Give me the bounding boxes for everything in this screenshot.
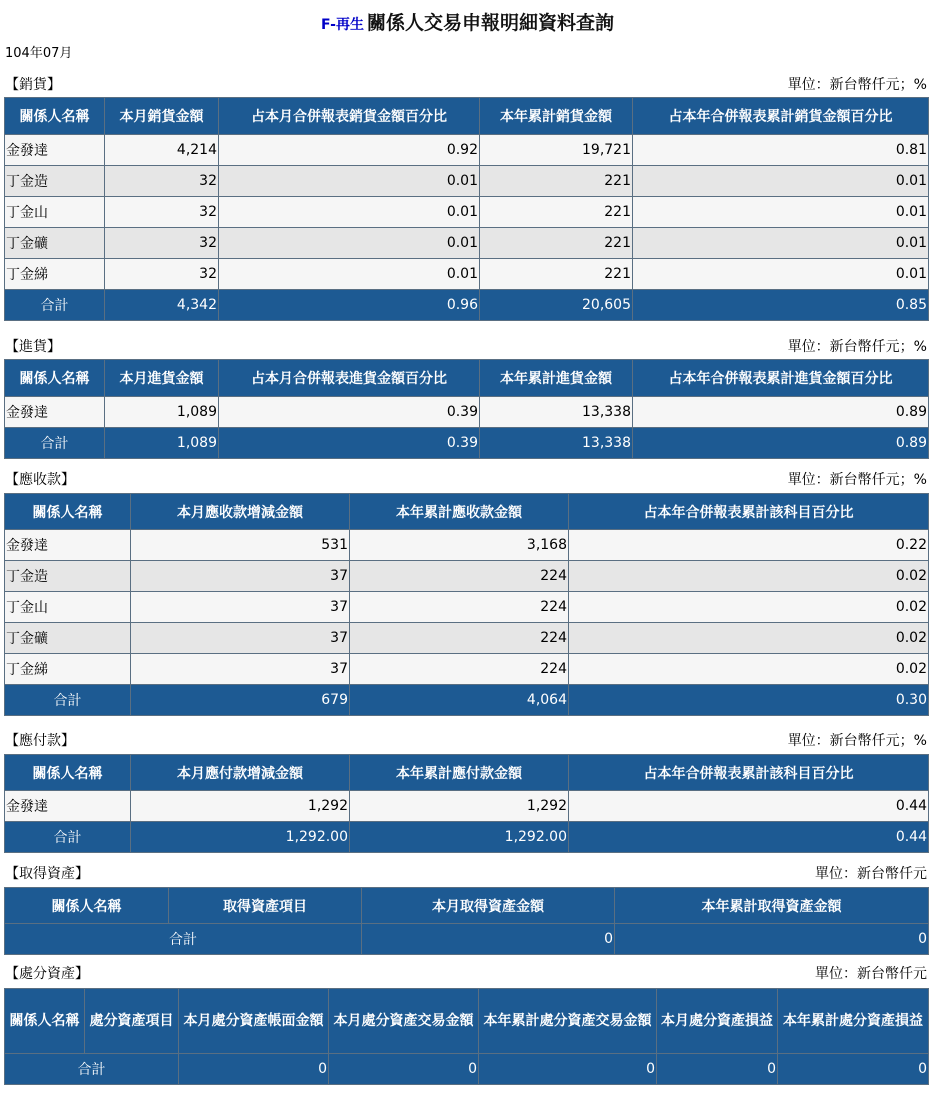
column-header: 關係人名稱 — [5, 494, 131, 530]
table-cell: 0.39 — [219, 397, 480, 428]
party-name: 丁金造 — [5, 166, 105, 197]
table-cell: 0 — [657, 1054, 778, 1085]
table-cell: 0.92 — [219, 135, 480, 166]
table-cell: 224 — [350, 561, 569, 592]
table-row — [5, 561, 929, 592]
table-cell: 0.39 — [219, 428, 480, 459]
purchases-section — [0, 334, 935, 452]
table-row — [5, 791, 929, 822]
column-header: 本年累計處分資產交易金額 — [479, 989, 657, 1054]
table-cell: 0.02 — [569, 623, 929, 654]
table-cell: 0.01 — [219, 228, 480, 259]
section-title: 【應收款】 — [5, 472, 75, 488]
table-cell: 0.01 — [633, 197, 929, 228]
table-row — [5, 197, 929, 228]
table-cell: 0.44 — [569, 822, 929, 853]
table-cell: 224 — [350, 654, 569, 685]
column-header: 本月應收款增減金額 — [131, 494, 350, 530]
column-header: 取得資產項目 — [169, 888, 362, 924]
table-cell: 1,292 — [131, 791, 350, 822]
page-title — [0, 8, 935, 35]
table-cell: 1,089 — [105, 397, 219, 428]
table-cell: 0.89 — [633, 397, 929, 428]
total-row — [5, 822, 929, 853]
table-row — [5, 228, 929, 259]
unit-label: 單位：新台幣仟元；% — [787, 472, 927, 488]
total-row — [5, 685, 929, 716]
column-header: 本年累計進貨金額 — [480, 360, 633, 397]
table-row — [5, 623, 929, 654]
total-row — [5, 428, 929, 459]
payables-section — [0, 728, 935, 846]
table-cell: 0 — [615, 924, 929, 955]
table-cell: 531 — [131, 530, 350, 561]
total-label: 合計 — [5, 428, 105, 459]
party-name: 丁金造 — [5, 561, 131, 592]
table-cell: 13,338 — [480, 397, 633, 428]
table-row — [5, 654, 929, 685]
table-cell: 4,214 — [105, 135, 219, 166]
table-cell: 32 — [105, 259, 219, 290]
column-header: 本月處分資產損益 — [657, 989, 778, 1054]
section-title: 【取得資產】 — [5, 866, 89, 882]
party-name: 丁金山 — [5, 592, 131, 623]
table-cell: 0 — [479, 1054, 657, 1085]
unit-label: 單位：新台幣仟元；% — [787, 339, 927, 355]
table-cell: 0 — [362, 924, 615, 955]
total-row — [5, 290, 929, 321]
column-header: 本月處分資產交易金額 — [329, 989, 479, 1054]
table-cell: 0.85 — [633, 290, 929, 321]
table-cell: 0.01 — [219, 259, 480, 290]
party-name: 丁金礦 — [5, 228, 105, 259]
table-cell: 0.01 — [633, 259, 929, 290]
report-period: 104年07月 — [5, 46, 73, 61]
column-header: 占本年合併報表累計該科目百分比 — [569, 494, 929, 530]
party-name: 丁金綈 — [5, 654, 131, 685]
party-name: 金發達 — [5, 135, 105, 166]
table-cell: 0 — [179, 1054, 329, 1085]
column-header: 占本月合併報表銷貨金額百分比 — [219, 98, 480, 135]
column-header: 關係人名稱 — [5, 989, 85, 1054]
unit-label: 單位：新台幣仟元 — [815, 966, 927, 982]
table-cell: 0.02 — [569, 592, 929, 623]
party-name: 丁金綈 — [5, 259, 105, 290]
column-header: 本月進貨金額 — [105, 360, 219, 397]
unit-label: 單位：新台幣仟元；% — [787, 77, 927, 93]
column-header: 占本月合併報表進貨金額百分比 — [219, 360, 480, 397]
table-cell: 0.02 — [569, 561, 929, 592]
column-header: 關係人名稱 — [5, 755, 131, 791]
company-name: F-再生 — [321, 17, 364, 33]
column-header: 本月取得資產金額 — [362, 888, 615, 924]
column-header: 本年累計應收款金額 — [350, 494, 569, 530]
table-cell: 0.81 — [633, 135, 929, 166]
total-label: 合計 — [5, 685, 131, 716]
table-cell: 221 — [480, 228, 633, 259]
party-name: 丁金礦 — [5, 623, 131, 654]
table-cell: 224 — [350, 592, 569, 623]
disposal-section — [0, 961, 935, 1078]
table-cell: 221 — [480, 197, 633, 228]
table-cell: 37 — [131, 623, 350, 654]
party-name: 金發達 — [5, 397, 105, 428]
table-cell: 0.01 — [633, 166, 929, 197]
table-cell: 0 — [329, 1054, 479, 1085]
total-row — [5, 924, 929, 955]
purchases-table — [4, 359, 929, 459]
table-cell: 0.89 — [633, 428, 929, 459]
receivables-section — [0, 467, 935, 709]
table-cell: 0.30 — [569, 685, 929, 716]
column-header: 本月應付款增減金額 — [131, 755, 350, 791]
table-cell: 20,605 — [480, 290, 633, 321]
acquisition-table — [4, 887, 929, 955]
table-cell: 3,168 — [350, 530, 569, 561]
table-cell: 221 — [480, 166, 633, 197]
column-header: 本月銷貨金額 — [105, 98, 219, 135]
table-cell: 0.96 — [219, 290, 480, 321]
table-cell: 19,721 — [480, 135, 633, 166]
column-header: 本年累計處分資產損益 — [778, 989, 929, 1054]
table-cell: 4,064 — [350, 685, 569, 716]
table-cell: 0.44 — [569, 791, 929, 822]
table-cell: 4,342 — [105, 290, 219, 321]
column-header: 占本年合併報表累計進貨金額百分比 — [633, 360, 929, 397]
table-row — [5, 530, 929, 561]
table-cell: 0.02 — [569, 654, 929, 685]
table-cell: 221 — [480, 259, 633, 290]
table-cell: 37 — [131, 592, 350, 623]
acquisition-section — [0, 861, 935, 948]
table-cell: 679 — [131, 685, 350, 716]
section-title: 【應付款】 — [5, 733, 75, 749]
sales-table — [4, 97, 929, 321]
table-cell: 32 — [105, 166, 219, 197]
table-cell: 32 — [105, 228, 219, 259]
column-header: 占本年合併報表累計銷貨金額百分比 — [633, 98, 929, 135]
column-header: 本月處分資產帳面金額 — [179, 989, 329, 1054]
table-cell: 13,338 — [480, 428, 633, 459]
column-header: 處分資產項目 — [85, 989, 179, 1054]
column-header: 本年累計銷貨金額 — [480, 98, 633, 135]
column-header: 占本年合併報表累計該科目百分比 — [569, 755, 929, 791]
section-title: 【銷貨】 — [5, 77, 61, 93]
payables-table — [4, 754, 929, 853]
table-cell: 224 — [350, 623, 569, 654]
total-label: 合計 — [5, 924, 362, 955]
total-row — [5, 1054, 929, 1085]
total-label: 合計 — [5, 1054, 179, 1085]
table-cell: 37 — [131, 561, 350, 592]
table-cell: 0.01 — [219, 197, 480, 228]
table-cell: 1,292.00 — [350, 822, 569, 853]
receivables-table — [4, 493, 929, 716]
unit-label: 單位：新台幣仟元 — [815, 866, 927, 882]
table-row — [5, 397, 929, 428]
party-name: 金發達 — [5, 791, 131, 822]
table-cell: 0.01 — [219, 166, 480, 197]
column-header: 本年累計應付款金額 — [350, 755, 569, 791]
column-header: 關係人名稱 — [5, 888, 169, 924]
party-name: 丁金山 — [5, 197, 105, 228]
table-cell: 0 — [778, 1054, 929, 1085]
table-cell: 37 — [131, 654, 350, 685]
column-header: 關係人名稱 — [5, 360, 105, 397]
total-label: 合計 — [5, 822, 131, 853]
table-row — [5, 259, 929, 290]
column-header: 關係人名稱 — [5, 98, 105, 135]
table-cell: 1,292 — [350, 791, 569, 822]
table-row — [5, 592, 929, 623]
unit-label: 單位：新台幣仟元；% — [787, 733, 927, 749]
table-cell: 1,292.00 — [131, 822, 350, 853]
sales-section — [0, 72, 935, 314]
table-row — [5, 135, 929, 166]
table-cell: 0.01 — [633, 228, 929, 259]
party-name: 金發達 — [5, 530, 131, 561]
table-cell: 32 — [105, 197, 219, 228]
column-header: 本年累計取得資產金額 — [615, 888, 929, 924]
table-cell: 1,089 — [105, 428, 219, 459]
table-row — [5, 166, 929, 197]
page-title-text: 關係人交易申報明細資料查詢 — [366, 12, 614, 34]
section-title: 【進貨】 — [5, 339, 61, 355]
section-title: 【處分資產】 — [5, 966, 89, 982]
disposal-table — [4, 988, 929, 1085]
table-cell: 0.22 — [569, 530, 929, 561]
total-label: 合計 — [5, 290, 105, 321]
